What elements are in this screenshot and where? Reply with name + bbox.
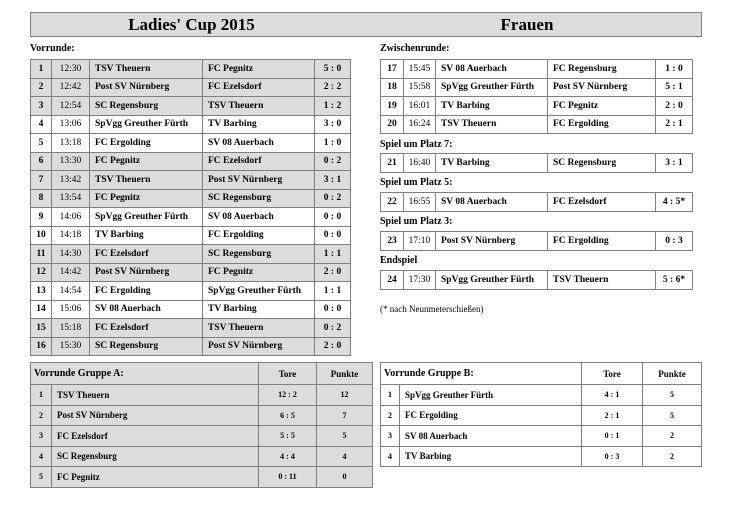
match-number: 23 — [381, 232, 404, 251]
match-row — [31, 60, 351, 79]
match-time: 13:54 — [52, 189, 90, 208]
match-time: 13:42 — [52, 171, 90, 190]
match-number: 18 — [381, 78, 404, 97]
away-team: TV Barbing — [203, 300, 315, 319]
gruppe-b-table — [380, 362, 702, 467]
gruppe-a-table — [30, 362, 373, 488]
home-team: Post SV Nürnberg — [90, 263, 203, 282]
home-team: FC Ezelsdorf — [90, 319, 203, 338]
col-tore: Tore — [259, 363, 317, 385]
away-team: FC Ergolding — [548, 115, 656, 134]
match-number: 12 — [31, 263, 52, 282]
match-number: 22 — [381, 193, 404, 212]
match-time: 17:30 — [404, 271, 436, 290]
match-number: 11 — [31, 245, 52, 264]
away-team: TV Barbing — [203, 115, 315, 134]
points: 5 — [317, 426, 373, 447]
home-team: TSV Theuern — [90, 171, 203, 190]
rank: 2 — [381, 405, 400, 426]
home-team: SpVgg Greuther Fürth — [436, 78, 548, 97]
match-score: 0 : 2 — [315, 189, 351, 208]
group-header-row — [31, 363, 373, 385]
match-score: 1 : 0 — [656, 60, 693, 79]
away-team: FC Ezelsdorf — [203, 78, 315, 97]
match-row — [381, 193, 693, 212]
match-number: 5 — [31, 134, 52, 153]
match-time: 14:06 — [52, 208, 90, 227]
match-time: 12:42 — [52, 78, 90, 97]
home-team: SpVgg Greuther Fürth — [436, 271, 548, 290]
match-number: 21 — [381, 154, 404, 173]
match-score: 5 : 1 — [656, 78, 693, 97]
goals: 4 : 4 — [259, 446, 317, 467]
match-time: 13:06 — [52, 115, 90, 134]
points: 12 — [317, 385, 373, 406]
home-team: SC Regensburg — [90, 97, 203, 116]
match-number: 16 — [31, 337, 52, 356]
away-team: FC Ergolding — [203, 226, 315, 245]
match-time: 14:30 — [52, 245, 90, 264]
goals: 6 : 5 — [259, 405, 317, 426]
match-time: 12:54 — [52, 97, 90, 116]
category-title: Frauen — [500, 15, 554, 34]
away-team: Post SV Nürnberg — [203, 337, 315, 356]
col-punkte: Punkte — [317, 363, 373, 385]
match-time: 17:10 — [404, 232, 436, 251]
endspiel-table — [380, 270, 693, 290]
match-row — [381, 60, 693, 79]
match-score: 0 : 0 — [315, 300, 351, 319]
match-number: 6 — [31, 152, 52, 171]
match-row — [381, 232, 693, 251]
goals: 0 : 3 — [582, 446, 643, 467]
home-team: FC Ezelsdorf — [90, 245, 203, 264]
match-row — [31, 319, 351, 338]
match-time: 13:18 — [52, 134, 90, 153]
match-row — [31, 97, 351, 116]
match-time: 16:55 — [404, 193, 436, 212]
match-row — [381, 97, 693, 116]
match-time: 15:18 — [52, 319, 90, 338]
match-number: 3 — [31, 97, 52, 116]
rank: 1 — [381, 385, 400, 406]
standing-row — [381, 446, 702, 467]
match-score: 3 : 0 — [315, 115, 351, 134]
match-time: 14:18 — [52, 226, 90, 245]
team-name: Post SV Nürnberg — [52, 405, 259, 426]
match-score: 0 : 0 — [315, 226, 351, 245]
match-row — [381, 115, 693, 134]
title-banner — [30, 12, 702, 37]
away-team: SC Regensburg — [203, 189, 315, 208]
match-time: 12:30 — [52, 60, 90, 79]
points: 5 — [643, 385, 702, 406]
home-team: SC Regensburg — [90, 337, 203, 356]
home-team: Post SV Nürnberg — [436, 232, 548, 251]
platz7-label: Spiel um Platz 7: — [380, 139, 453, 150]
standing-row — [381, 385, 702, 406]
home-team: TSV Theuern — [436, 115, 548, 134]
platz5-table — [380, 192, 693, 212]
away-team: Post SV Nürnberg — [548, 78, 656, 97]
match-time: 15:30 — [52, 337, 90, 356]
col-tore: Tore — [582, 363, 643, 385]
home-team: SV 08 Auerbach — [90, 300, 203, 319]
match-score: 4 : 5* — [656, 193, 693, 212]
away-team: FC Pegnitz — [203, 60, 315, 79]
vorrunde-table — [30, 59, 351, 356]
match-number: 17 — [381, 60, 404, 79]
match-number: 24 — [381, 271, 404, 290]
match-number: 8 — [31, 189, 52, 208]
home-team: TV Barbing — [436, 154, 548, 173]
match-score: 0 : 2 — [315, 152, 351, 171]
away-team: TSV Theuern — [548, 271, 656, 290]
away-team: FC Ergolding — [548, 232, 656, 251]
match-score: 0 : 3 — [656, 232, 693, 251]
group-header-row — [381, 363, 702, 385]
match-number: 4 — [31, 115, 52, 134]
team-name: SV 08 Auerbach — [400, 426, 582, 447]
points: 0 — [317, 467, 373, 488]
team-name: TSV Theuern — [52, 385, 259, 406]
match-number: 7 — [31, 171, 52, 190]
match-number: 15 — [31, 319, 52, 338]
match-number: 10 — [31, 226, 52, 245]
away-team: TSV Theuern — [203, 97, 315, 116]
away-team: Post SV Nürnberg — [203, 171, 315, 190]
match-row — [31, 171, 351, 190]
match-time: 15:45 — [404, 60, 436, 79]
match-row — [31, 263, 351, 282]
home-team: SV 08 Auerbach — [436, 193, 548, 212]
team-name: SC Regensburg — [52, 446, 259, 467]
home-team: SpVgg Greuther Fürth — [90, 208, 203, 227]
match-score: 1 : 1 — [315, 282, 351, 301]
zwischenrunde-table — [380, 59, 693, 134]
away-team: SV 08 Auerbach — [203, 208, 315, 227]
points: 7 — [317, 405, 373, 426]
match-number: 13 — [31, 282, 52, 301]
team-name: FC Ergolding — [400, 405, 582, 426]
standing-row — [381, 405, 702, 426]
cup-title: Ladies' Cup 2015 — [128, 15, 255, 34]
home-team: TV Barbing — [436, 97, 548, 116]
match-time: 14:54 — [52, 282, 90, 301]
away-team: FC Ezelsdorf — [548, 193, 656, 212]
home-team: FC Ergolding — [90, 282, 203, 301]
points: 2 — [643, 426, 702, 447]
goals: 0 : 11 — [259, 467, 317, 488]
goals: 5 : 5 — [259, 426, 317, 447]
match-row — [31, 134, 351, 153]
match-number: 14 — [31, 300, 52, 319]
match-score: 2 : 1 — [656, 115, 693, 134]
match-time: 14:42 — [52, 263, 90, 282]
match-row — [31, 337, 351, 356]
match-row — [31, 226, 351, 245]
match-score: 2 : 0 — [315, 337, 351, 356]
match-score: 1 : 0 — [315, 134, 351, 153]
platz3-label: Spiel um Platz 3: — [380, 216, 453, 227]
match-row — [31, 152, 351, 171]
platz5-label: Spiel um Platz 5: — [380, 177, 453, 188]
match-score: 2 : 2 — [315, 78, 351, 97]
match-score: 3 : 1 — [656, 154, 693, 173]
match-number: 19 — [381, 97, 404, 116]
away-team: FC Regensburg — [548, 60, 656, 79]
points: 4 — [317, 446, 373, 467]
match-number: 20 — [381, 115, 404, 134]
goals: 12 : 2 — [259, 385, 317, 406]
match-row — [31, 78, 351, 97]
match-number: 2 — [31, 78, 52, 97]
points: 5 — [643, 405, 702, 426]
away-team: FC Ezelsdorf — [203, 152, 315, 171]
rank: 2 — [31, 405, 52, 426]
standing-row — [31, 405, 373, 426]
rank: 3 — [381, 426, 400, 447]
vorrunde-label: Vorrunde: — [30, 43, 75, 54]
team-name: TV Barbing — [400, 446, 582, 467]
rank: 1 — [31, 385, 52, 406]
team-name: FC Ezelsdorf — [52, 426, 259, 447]
match-time: 15:58 — [404, 78, 436, 97]
standing-row — [31, 446, 373, 467]
match-score: 3 : 1 — [315, 171, 351, 190]
zwischenrunde-label: Zwischenrunde: — [380, 43, 450, 54]
match-score: 2 : 0 — [656, 97, 693, 116]
match-row — [31, 282, 351, 301]
standing-row — [31, 426, 373, 447]
home-team: FC Pegnitz — [90, 152, 203, 171]
home-team: TSV Theuern — [90, 60, 203, 79]
match-row — [381, 271, 693, 290]
match-time: 16:24 — [404, 115, 436, 134]
match-row — [381, 78, 693, 97]
home-team: SpVgg Greuther Fürth — [90, 115, 203, 134]
home-team: FC Pegnitz — [90, 189, 203, 208]
match-score: 5 : 6* — [656, 271, 693, 290]
match-time: 15:06 — [52, 300, 90, 319]
away-team: SC Regensburg — [203, 245, 315, 264]
rank: 5 — [31, 467, 52, 488]
match-number: 9 — [31, 208, 52, 227]
away-team: TSV Theuern — [203, 319, 315, 338]
match-row — [31, 189, 351, 208]
match-row — [381, 154, 693, 173]
col-punkte: Punkte — [643, 363, 702, 385]
match-row — [31, 300, 351, 319]
away-team: FC Pegnitz — [548, 97, 656, 116]
standing-row — [381, 426, 702, 447]
team-name: SpVgg Greuther Fürth — [400, 385, 582, 406]
standing-row — [31, 385, 373, 406]
match-score: 1 : 1 — [315, 245, 351, 264]
away-team: FC Pegnitz — [203, 263, 315, 282]
home-team: SV 08 Auerbach — [436, 60, 548, 79]
match-number: 1 — [31, 60, 52, 79]
penalty-note: (* nach Neunmeterschießen) — [380, 304, 484, 314]
group-title: Vorrunde Gruppe B: — [381, 363, 582, 385]
group-title: Vorrunde Gruppe A: — [31, 363, 259, 385]
rank: 4 — [381, 446, 400, 467]
goals: 2 : 1 — [582, 405, 643, 426]
match-score: 0 : 2 — [315, 319, 351, 338]
away-team: SV 08 Auerbach — [203, 134, 315, 153]
platz3-table — [380, 231, 693, 251]
match-row — [31, 245, 351, 264]
match-score: 0 : 0 — [315, 208, 351, 227]
endspiel-label: Endspiel — [380, 255, 418, 266]
match-score: 5 : 0 — [315, 60, 351, 79]
away-team: SpVgg Greuther Fürth — [203, 282, 315, 301]
home-team: TV Barbing — [90, 226, 203, 245]
match-row — [31, 115, 351, 134]
standing-row — [31, 467, 373, 488]
team-name: FC Pegnitz — [52, 467, 259, 488]
goals: 0 : 1 — [582, 426, 643, 447]
match-score: 1 : 2 — [315, 97, 351, 116]
match-time: 16:01 — [404, 97, 436, 116]
rank: 3 — [31, 426, 52, 447]
match-time: 16:40 — [404, 154, 436, 173]
match-row — [31, 208, 351, 227]
home-team: Post SV Nürnberg — [90, 78, 203, 97]
away-team: SC Regensburg — [548, 154, 656, 173]
platz7-table — [380, 153, 693, 173]
rank: 4 — [31, 446, 52, 467]
home-team: FC Ergolding — [90, 134, 203, 153]
match-time: 13:30 — [52, 152, 90, 171]
match-score: 2 : 0 — [315, 263, 351, 282]
points: 2 — [643, 446, 702, 467]
goals: 4 : 1 — [582, 385, 643, 406]
